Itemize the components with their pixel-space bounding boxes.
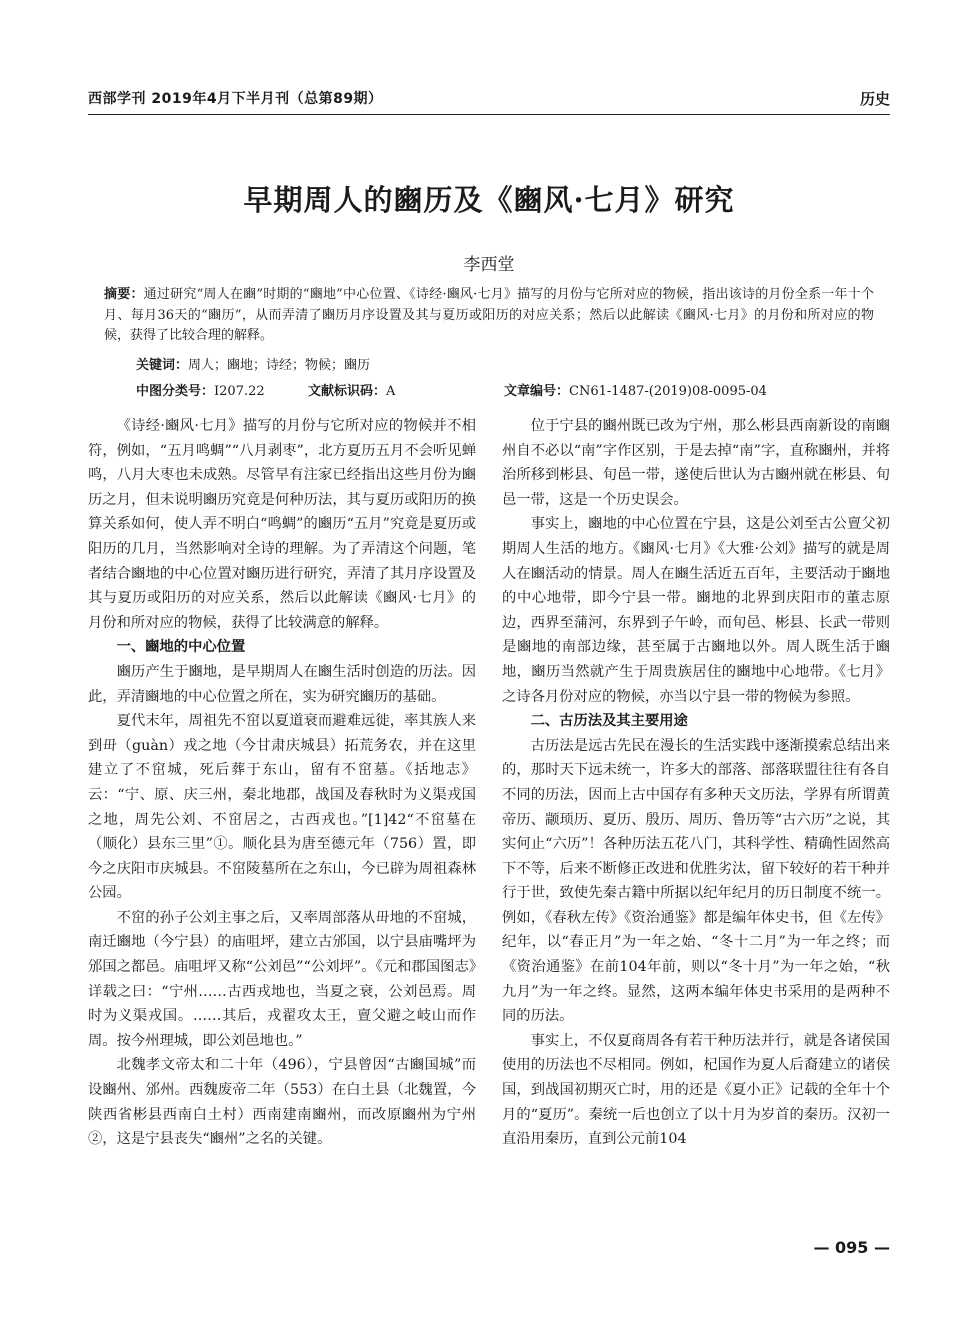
section-heading: 一、豳地的中心位置 <box>116 639 246 656</box>
running-header <box>88 88 890 118</box>
right-column <box>502 414 890 1152</box>
article-title: 早期周人的豳历及《豳风·七月》研究 <box>243 183 735 217</box>
document-code: 文献标识码：A <box>308 384 396 399</box>
section-label: 历史 <box>859 90 890 108</box>
keywords-label: 关键词： <box>136 358 189 373</box>
paragraph: 位于宁县的豳州既已改为宁州，那么彬县西南新设的南豳州自不必以“南”字作区别，于是去掉“南”字，直称豳州，并将治所移到彬县、旬邑一带，遂使后世认为古豳州就在彬县、旬邑一带，这是一个历史误会。 <box>502 418 890 508</box>
journal-issue: 西部学刊 2019年4月下半月刊（总第89期） <box>88 91 383 107</box>
abstract-label: 摘要： <box>104 287 144 302</box>
keywords <box>136 356 876 376</box>
left-column <box>88 414 476 1152</box>
paragraph: 古历法是远古先民在漫长的生活实践中逐渐摸索总结出来的，那时天下远未统一，许多大的部落、部落联盟往往有各自不同的历法，因而上古中国存有多种天文历法，学界有所谓黄帝历、颛顼历、夏历、殷历、周历、鲁历等“古六历”之说，其实何止“六历”！各种历法五花八门，其科学性、精确性固然高下不等，后来不断修正改进和优胜劣汰，留下较好的若干种并行于世，致使先秦古籍中所据以纪年纪月的历日制度不统一。例如，《春秋左传》《资治通鉴》都是编年体史书，但《左传》纪年，以“春正月”为一年之始、“冬十二月”为一年之终；而《资治通鉴》在前104年前，则以“冬十月”为一年之始，“秋九月”为一年之终。显然，这两本编年体史书采用的是两种不同的历法。 <box>502 737 890 1025</box>
paragraph: 豳历产生于豳地，是早期周人在豳生活时创造的历法。因此，弄清豳地的中心位置之所在，实为研究豳历的基础。 <box>88 663 476 705</box>
clc-code: 中图分类号：I207.22 <box>136 384 265 399</box>
keywords-text: 周人；豳地；诗经；物候；豳历 <box>188 358 371 373</box>
abstract <box>104 285 874 347</box>
paragraph: 不窋的孙子公刘主事之后，又率周部落从毌地的不窋城，南迁豳地（今宁县）的庙咀坪，建立古邠国，以宁县庙嘴坪为邠国之都邑。庙咀坪又称“公刘邑”“公刘坪”。《元和郡国图志》详载之曰：“宁州……古西戎地也，当夏之衰，公刘邑焉。周时为义渠戎国。……其后，戎翟攻太王，亶父避之岐山而作周。按今州理城，即公刘邑地也。” <box>88 909 476 1049</box>
abstract-text: 通过研究“周人在豳”时期的“豳地”中心位置、《诗经·豳风·七月》描写的月份与它所对应的物候，指出该诗的月份全系一年十个月、每月36天的“豳历”，从而弄清了豳历月序设置及其与夏历或阳历的对应关系；然后以此解读《豳风·七月》的月份和所对应的物候，获得了比较合理的解释。 <box>104 287 874 343</box>
paragraph: 北魏孝文帝太和二十年（496），宁县曾因“古豳国城”而设豳州、邠州。西魏废帝二年（553）在白土县（北魏置，今陕西省彬县西南白土村）西南建南豳州，而改原豳州为宁州②，这是宁县丧失“豳州”之名的关键。 <box>88 1057 476 1148</box>
page-number: — 095 — <box>813 1238 890 1257</box>
paragraph: 《诗经·豳风·七月》描写的月份与它所对应的物候并不相符，例如，“五月鸣蜩”“八月剥枣”，北方夏历五月不会听见蝉鸣，八月大枣也未成熟。尽管早有注家已经指出这些月份为豳历之月，但未说明豳历究竟是何种历法，其与夏历或阳历的换算关系如何，使人弄不明白“鸣蜩”的豳历“五月”究竟是夏历或阳历的几月，当然影响对全诗的理解。为了弄清这个问题，笔者结合豳地的中心位置对豳历进行研究，弄清了其月序设置及其与夏历或阳历的对应关系，然后以此解读《豳风·七月》的月份和所对应的物候，获得了比较满意的解释。 <box>88 418 476 631</box>
article-number: 文章编号：CN61-1487-(2019)08-0095-04 <box>504 384 767 399</box>
author-name: 李西堂 <box>463 255 515 275</box>
classification-line <box>136 380 876 400</box>
paragraph: 事实上，豳地的中心位置在宁县，这是公刘至古公亶父初期周人生活的地方。《豳风·七月》《大雅·公刘》描写的就是周人在豳活动的情景。周人在豳生活近五百年，主要活动于豳地的中心地带，即今宁县一带。豳地的北界到庆阳市的董志原边，西界至蒲河，东界到子午岭，而旬邑、彬县、长武一带则是豳地的南部边缘，甚至属于古豳地以外。周人既生活于豳地，豳历当然就产生于周贵族居住的豳地中心地带。《七月》之诗各月份对应的物候，亦当以宁县一带的物候为参照。 <box>502 516 890 705</box>
paragraph: 事实上，不仅夏商周各有若干种历法并行，就是各诸侯国使用的历法也不尽相同。例如，杞国作为夏人后裔建立的诸侯国，到战国初期灭亡时，用的还是《夏小正》记载的全年十个月的“夏历”。秦统一后也创立了以十月为岁首的秦历。汉初一直沿用秦历，直到公元前104 <box>502 1032 890 1148</box>
paragraph: 夏代末年，周祖先不窋以夏道衰而避难远徙，率其族人来到毌（guàn）戎之地（今甘肃庆城县）拓荒务农，并在这里建立了不窋城，死后葬于东山，留有不窋墓。《括地志》云：“宁、原、庆三州，秦北地郡，战国及春秋时为义渠戎国之地，周先公刘、不窋居之，古西戎也。”[1]42“不窋墓在（顺化）县东三里”①。顺化县为唐至德元年（756）置，即今之庆阳市庆城县。不窋陵墓所在之东山，今已辟为周祖森林公园。 <box>88 713 476 902</box>
header-rule <box>88 114 890 115</box>
section-heading: 二、古历法及其主要用途 <box>530 713 688 730</box>
